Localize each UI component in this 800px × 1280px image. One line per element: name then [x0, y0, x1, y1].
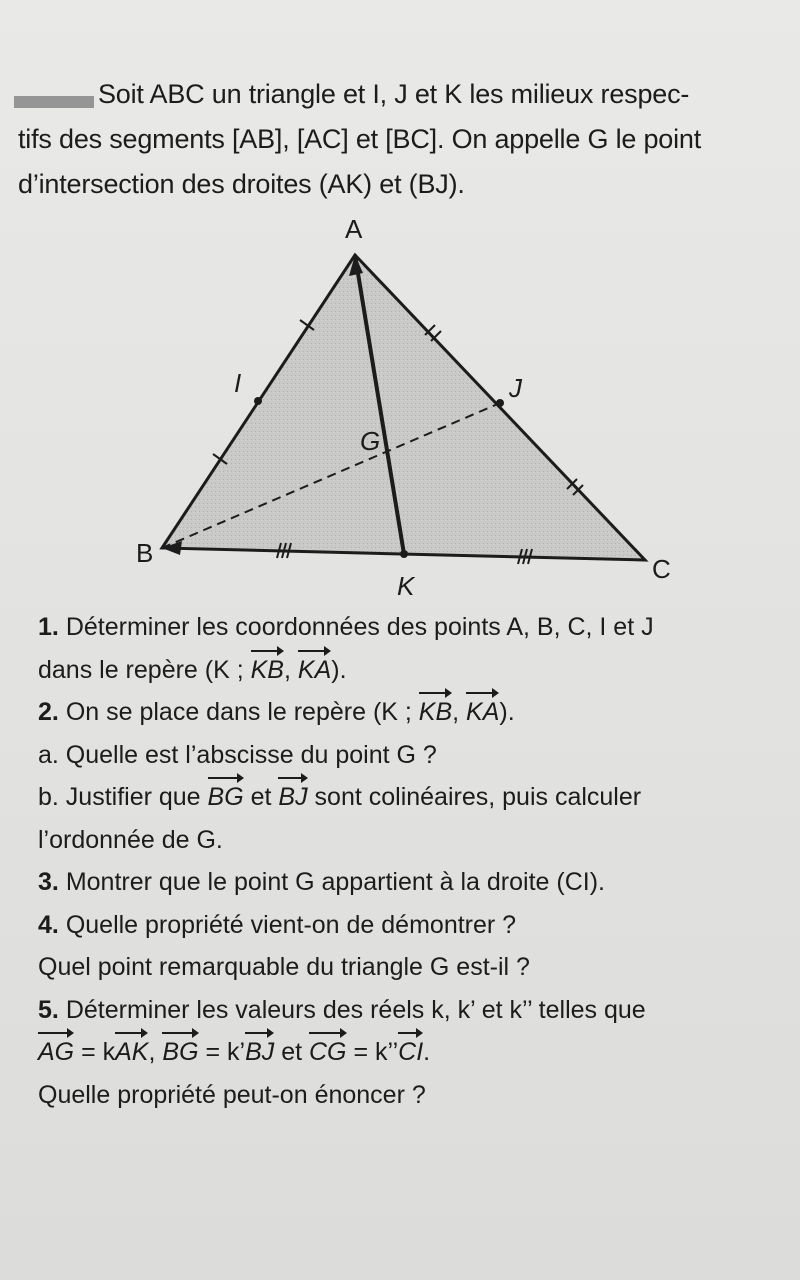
label-g: G — [360, 426, 381, 456]
vector-ak: AK — [115, 1031, 148, 1074]
vector-cg: CG — [309, 1031, 347, 1074]
statement-line-3: d’intersection des droites (AK) et (BJ). — [18, 169, 465, 199]
point-i — [254, 397, 262, 405]
vector-ag: AG — [38, 1031, 74, 1074]
question-2-frame-close: ). — [499, 698, 515, 726]
point-k — [400, 550, 408, 558]
question-5 — [38, 989, 788, 1032]
vector-ci: CI — [398, 1031, 423, 1074]
vector-ka: KA — [466, 691, 499, 734]
triangle-abc — [162, 255, 645, 560]
vector-bj: BJ — [278, 776, 307, 819]
vector-kb: KB — [251, 649, 284, 692]
equation-and: et — [274, 1038, 309, 1066]
question-1-line-2 — [38, 649, 788, 692]
question-1-frame-close: ). — [331, 655, 347, 684]
question-2b-mid: et — [243, 783, 279, 811]
question-3-text: Montrer que le point G appartient à la droite (CI). — [65, 868, 605, 896]
triangle-figure — [130, 210, 690, 600]
label-a: A — [345, 214, 363, 244]
question-4-text: Quelle propriété vient-on de démontrer ? — [65, 910, 517, 939]
question-1-text: Déterminer les coordonnées des points A, B, C, I et J — [65, 613, 654, 641]
question-4-line-2: Quel point remarquable du triangle G est-il ? — [38, 953, 530, 981]
question-2 — [38, 691, 788, 734]
question-2a: a. Quelle est l’abscisse du point G ? — [38, 740, 437, 769]
vector-kb: KB — [419, 691, 452, 734]
vector-ka: KA — [298, 649, 331, 692]
equation-sep: , — [148, 1038, 163, 1066]
vector-bg: BG — [162, 1031, 198, 1074]
label-c: C — [652, 554, 671, 584]
question-1-frame-open: dans le repère (K ; — [38, 655, 251, 684]
question-5-line-3: Quelle propriété peut-on énoncer ? — [38, 1080, 426, 1109]
question-1-sep: , — [283, 655, 298, 684]
question-2b-start: b. Justifier que — [38, 783, 208, 811]
question-2-sep: , — [452, 698, 467, 726]
question-5-text: Déterminer les valeurs des réels k, k’ et k’’ telles que — [65, 995, 646, 1024]
question-5-equations — [38, 1031, 788, 1074]
vector-bg: BG — [208, 776, 244, 819]
label-b: B — [136, 538, 154, 568]
question-1 — [38, 606, 788, 649]
question-4 — [38, 904, 788, 947]
question-2b-line-2: l’ordonnée de G. — [38, 825, 223, 854]
question-2-number: 2. — [38, 698, 59, 726]
question-4-number: 4. — [38, 910, 59, 939]
equation-3-op: = k’’ — [346, 1038, 399, 1066]
point-j — [496, 399, 504, 407]
question-2b-end: sont colinéaires, puis calculer — [307, 783, 642, 811]
statement-line-2: tifs des segments [AB], [AC] et [BC]. On appelle G le point — [18, 124, 702, 154]
statement-line-1: Soit ABC un triangle et I, J et K les milieux respec- — [98, 79, 690, 109]
label-i: I — [234, 368, 242, 398]
exercise-statement — [18, 72, 778, 207]
question-3-number: 3. — [38, 868, 59, 896]
equation-end: . — [423, 1038, 431, 1066]
question-5-number: 5. — [38, 995, 59, 1024]
question-2b — [38, 776, 788, 819]
vector-bj: BJ — [245, 1031, 274, 1074]
question-1-number: 1. — [38, 613, 59, 641]
question-3 — [38, 861, 788, 904]
label-k: K — [397, 571, 415, 600]
question-2-frame-open: On se place dans le repère (K ; — [65, 698, 419, 726]
equation-2-op: = k’ — [198, 1038, 246, 1066]
equation-1-op: = k — [74, 1038, 116, 1066]
questions-list — [38, 606, 788, 1116]
label-j: J — [509, 373, 522, 403]
